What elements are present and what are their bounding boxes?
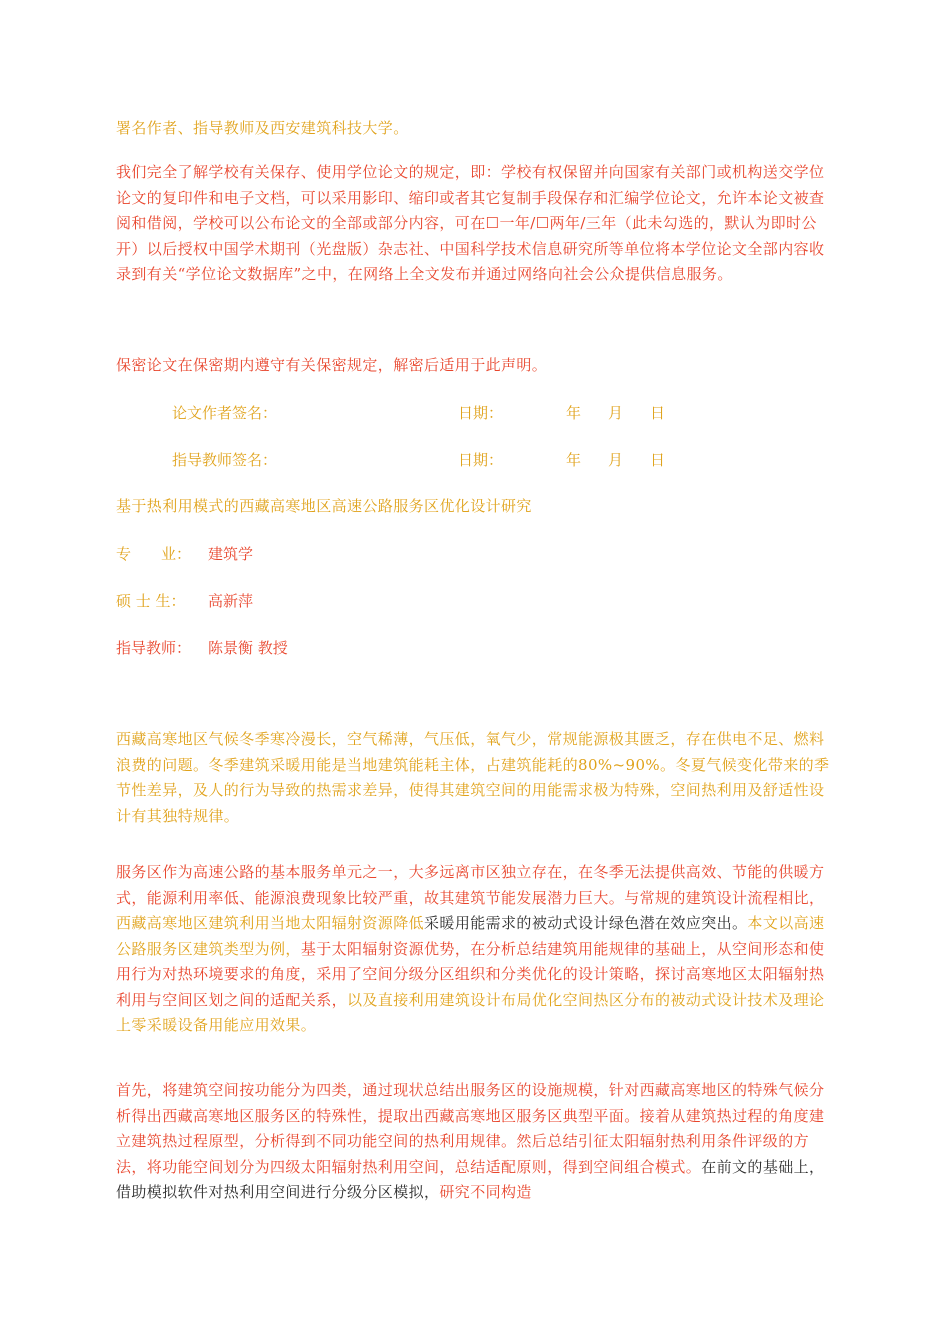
advisor-signature-row bbox=[0, 449, 950, 469]
advisor-year-label: 年 bbox=[566, 451, 582, 469]
declaration-top-line: 署名作者、指导教师及西安建筑科技大学。 bbox=[116, 119, 409, 137]
advisor-label: 指导教师： bbox=[116, 639, 192, 657]
advisor-day-label: 日 bbox=[650, 451, 666, 469]
student-value: 高新萍 bbox=[208, 592, 254, 610]
abstract-paragraph-1: 西藏高寒地区气候冬季寒冷漫长，空气稀薄，气压低，氧气少，常规能源极其匮乏，存在供电不足、燃料浪费的问题。冬季建筑采暖用能是当地建筑能耗主体，占建筑能耗的80%~90%。冬夏气候变化带来的季节性差异，及人的行为导致的热需求差异，使得其建筑空间的用能需求极为特殊，空间热利用及舒适性设计有其独特规律。 bbox=[116, 730, 830, 825]
abstract-p2-part-d: 本文以高速公路服务区建筑类型为例， bbox=[116, 914, 825, 958]
author-year-label: 年 bbox=[566, 404, 582, 422]
confidential-paragraph: 保密论文在保密期内遵守有关保密规定，解密后适用于此声明。 bbox=[116, 356, 548, 374]
advisor-month-label: 月 bbox=[608, 451, 624, 469]
authorization-paragraph: 我们完全了解学校有关保存、使用学位论文的规定，即：学校有权保留并向国家有关部门或机构送交学位论文的复印件和电子文档，可以采用影印、缩印或者其它复制手段保存和汇编学位论文，允许本论文被查阅和借阅，学校可以公布论文的全部或部分内容，可在☐一年/☐两年/三年（此未勾选的，默认为即时公开）以后授权中国学术期刊（光盘版）杂志社、中国科学技术信息研究所等单位将本学位论文全部内容收录到有关“学位论文数据库”之中，在网络上全文发布并通过网络向社会公众提供信息服务。 bbox=[116, 163, 825, 283]
major-value: 建筑学 bbox=[208, 545, 254, 563]
abstract-p2-part-c: 采暖用能需求的被动式设计绿色潜在效应突出。 bbox=[424, 914, 748, 932]
major-label: 专 业： bbox=[116, 545, 192, 563]
abstract-p2-part-b: 西藏高寒地区建筑利用当地太阳辐射资源降低 bbox=[116, 914, 425, 932]
abstract-p3-part-a: 首先，将建筑空间按功能分为四类，通过现状总结出服务区的设施规模，针对西藏高寒地区的特殊气候分析得出西藏高寒地区服务区的特殊性，提取出西藏高寒地区服务区典型平面。接着从建筑热过程的角度建立建筑热过程原型，分析得到不同功能空间的热利用规律。然后总结引征太阳辐射热利用条件评级的方法，将功能空间划分为四级太阳辐射热利用空间，总结适配原则，得到空间组合模式。 bbox=[116, 1081, 825, 1176]
thesis-title: 基于热利用模式的西藏高寒地区高速公路服务区优化设计研究 bbox=[116, 497, 532, 515]
author-signature-label: 论文作者签名： bbox=[172, 404, 278, 422]
student-row bbox=[0, 590, 950, 610]
advisor-value: 陈景衡 教授 bbox=[208, 639, 288, 657]
advisor-signature-label: 指导教师签名： bbox=[172, 451, 278, 469]
abstract-p3-part-c: 研究不同构造 bbox=[439, 1183, 532, 1201]
abstract-p3-part-b: 在前文的基础上，借助模拟软件对热利用空间进行分级分区模拟， bbox=[116, 1157, 825, 1201]
abstract-paragraph-2 bbox=[116, 860, 832, 1039]
author-signature-row bbox=[0, 402, 950, 422]
abstract-paragraph-3 bbox=[116, 1078, 832, 1206]
abstract-p2-part-f: 以及直接利用建筑设计布局优化空间热区分布的被动式设计技术及理论上零采暖设备用能应用效果。 bbox=[116, 990, 825, 1034]
student-label: 硕 士 生： bbox=[116, 592, 186, 610]
abstract-p2-part-a: 服务区作为高速公路的基本服务单元之一，大多远离市区独立存在，在冬季无法提供高效、节能的供暖方式，能源利用率低、能源浪费现象比较严重，故其建筑节能发展潜力巨大。与常规的建筑设计流程相比， bbox=[116, 863, 825, 907]
author-month-label: 月 bbox=[608, 404, 624, 422]
advisor-row bbox=[0, 637, 950, 657]
abstract-p2-part-e: 基于太阳辐射资源优势，在分析总结建筑用能规律的基础上，从空间形态和使用行为对热环境要求的角度，采用了空间分级分区组织和分类优化的设计策略，探讨高寒地区太阳辐射热利用与空间区划之间的适配关系， bbox=[116, 939, 825, 1009]
author-day-label: 日 bbox=[650, 404, 666, 422]
author-date-label: 日期： bbox=[458, 404, 504, 422]
major-row bbox=[0, 543, 950, 563]
advisor-date-label: 日期： bbox=[458, 451, 504, 469]
